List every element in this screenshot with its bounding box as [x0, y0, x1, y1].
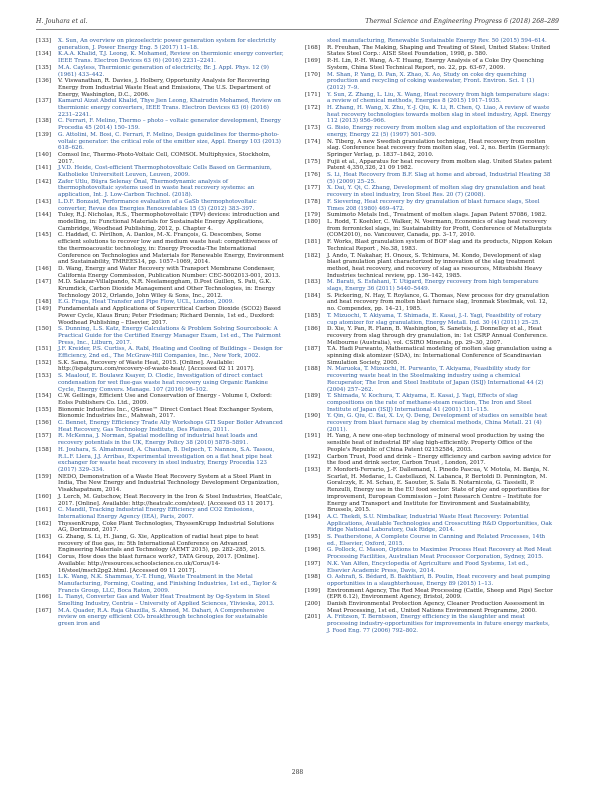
reference-number: [188]	[305, 366, 321, 373]
reference-number: [174]	[305, 138, 321, 145]
reference-link[interactable]: steel manufacturing, Renewable Sustainable Energy Rev. 50 (2015) 594–614.	[327, 38, 547, 44]
reference-text: R. Freuhan, The Making, Shaping and Treating of Steel, United States: United States Steel Corp.: AISE Steel Foundation, 1998, p. 580.	[327, 44, 551, 58]
reference-text: Comsol Inc, Thermo-Photo-Voltaic Cell, COMSOL Multiphysics, Stockholm, 2017.	[58, 151, 271, 165]
reference-entry	[305, 219, 553, 239]
reference-number: [134]	[36, 51, 52, 58]
reference-link[interactable]: C. Ferrari, F. Melino, Thermo – photo – voltaic generator development, Energy Procedia 45 (2014) 150–159.	[58, 118, 281, 132]
reference-entry	[36, 393, 284, 406]
reference-number: [189]	[305, 393, 321, 400]
reference-link[interactable]: A. Fritzson, T. Berntsson, Energy efficiency in the slaughter and meat processing industry-opportunities for improvements in future energy markets, J. Food Eng. 77 (2006) 792–802.	[327, 614, 550, 634]
reference-entry	[36, 98, 284, 118]
reference-number: [149]	[36, 306, 52, 313]
reference-number: [181]	[305, 239, 321, 246]
reference-entry	[36, 51, 284, 64]
reference-number: [171]	[305, 91, 321, 98]
reference-number: [150]	[36, 326, 52, 333]
reference-number: [162]	[36, 520, 52, 527]
references-right-column	[305, 38, 553, 635]
reference-entry	[36, 420, 284, 433]
reference-link[interactable]: J.F. Kreider, P.S. Curtiss, A. Rabl, Heating and Cooling of Buildings – Design for Efficiency, 2nd ed., The McGraw-Hill Companies, Inc., New York, 2002.	[58, 346, 283, 360]
reference-number: [146]	[36, 265, 52, 272]
reference-entry	[36, 212, 284, 232]
reference-entry	[36, 346, 284, 359]
reference-entry	[36, 474, 284, 494]
reference-entry	[36, 494, 284, 507]
reference-text: G. Zhang, S. Li, H. Jiang, G. Xie, Application of radial heat pipe to heat recovery of flue gas, in: 5th International Conference on Advanced Engineering Materials and Technology (AEMT 2015), pp. 282–285, 2015.	[58, 534, 266, 554]
reference-link[interactable]: G. Bisio, Energy recovery from molten slag and exploitation of the recovered energy, Energy 22 (5) (1997) 501–509.	[327, 125, 546, 138]
reference-entry	[36, 179, 284, 199]
reference-entry	[305, 366, 553, 393]
reference-text: N. Tiberg, A new Swedish granulation technique, Heat recovery from molten slag. Conference heat recovery from molten slag, vol. 2, no. Berlin (Germany): Springer Verlag, p. 1837–1842, 2010.	[327, 138, 550, 158]
reference-number: [179]	[305, 212, 321, 219]
reference-number: [147]	[36, 279, 52, 286]
reference-number: [164]	[36, 554, 52, 561]
reference-number: [187]	[305, 346, 321, 353]
reference-text: Sumimoto Metals Ind., Treatment of molten slags. Japan Patent 57086, 1982.	[327, 212, 547, 219]
reference-link[interactable]: L.D.F. Bonzaid, Performance evaluation of a GaSb thermophotovoltaic converter, Revue des Energies Renouvelables 15 (3) (2012) 383–397.	[58, 198, 257, 212]
reference-number: [193]	[305, 467, 321, 473]
reference-number: [173]	[305, 125, 321, 132]
reference-text: C. Haddad, C. Périlhon, A. Danlos, M.-X. François, G. Descombes, Some efficient solutions to recover low and medium waste heat: competitiveness of the thermoacoustic technology, in: Energy Procedia-The International Conference on Technologies and Materials for Renewable Energy, Environment and Sustainability, TMREES14, pp. 1057–1069, 2014.	[58, 232, 285, 266]
reference-link[interactable]: S. Featherstone, A Complete Course in Canning and Related Processes, 14th ed., Elsevier, Oxford, 2015.	[327, 534, 546, 547]
reference-number: [144]	[36, 212, 52, 219]
reference-entry	[36, 78, 284, 98]
reference-entry	[36, 65, 284, 78]
reference-entry	[36, 373, 284, 393]
reference-entry	[36, 266, 284, 279]
reference-entry	[305, 326, 553, 346]
reference-text: Fujii et al., Apparatus for heat recovery from molten slag. United States patent Patent 4,350,326, 21 09 1982.	[327, 158, 552, 172]
reference-entry	[305, 139, 553, 159]
reference-entry	[36, 38, 284, 51]
reference-number: [137]	[36, 98, 52, 105]
reference-number: [194]	[305, 513, 321, 520]
reference-entry	[36, 306, 284, 326]
reference-number: [185]	[305, 312, 321, 319]
reference-text: Bionomic Industries Inc., QSense™ Direct Contact Heat Exchanger System, Bionomic Industries Inc., Mahwah, 2017.	[58, 406, 274, 420]
reference-text: Corus, How does the blast furnace work?, TATA Group, 2017. [Online]. Available: http://resources.schoolscience.co.uk/Corus/14-16/steel/msch2pg2.html. [Accessed 09 11 2017].	[58, 554, 260, 574]
reference-entry	[36, 554, 284, 574]
reference-entry	[305, 547, 553, 560]
reference-link[interactable]: M.A. Cayless, Thermionic generation of electricity, Br. J. Appl. Phys. 12 (9) (1961) 433–442.	[58, 64, 269, 78]
reference-entry	[305, 454, 553, 467]
reference-link[interactable]: J.V.D. Heide, Cost-efficient Thermophotovoltaic Cells Based on Germanium, Katholieke Universiteit Leuven, Leuven, 2009.	[58, 165, 272, 179]
reference-text: Fundamentals and Applications of Supercritical Carbon Dioxide (SCO2) Based Power Cycle, Klaus Brun; Peter Friedman; Richard Dennis, 1st ed., Duxford: Woodhead Publishing – Elsevier, 2017.	[58, 306, 281, 326]
reference-link[interactable]: G. Pollock, C. Mason, Options to Maximise Process Heat Recovery at Red Meat Processing Facilities, Australian Meat Processor Corporation, Sydney, 2015.	[327, 547, 552, 561]
reference-number: [148]	[36, 299, 52, 306]
reference-entry	[36, 608, 284, 628]
reference-text: D. Wang, Energy and Water Recovery with Transport Membrane Condenser, California Energy Commission, Publication Number: CEC-5002013-001, 2013.	[58, 265, 281, 279]
reference-entry	[36, 326, 284, 346]
reference-entry	[36, 407, 284, 420]
header-rule	[36, 29, 559, 30]
reference-entry	[305, 105, 553, 125]
reference-entry	[305, 125, 553, 138]
reference-number: [172]	[305, 105, 321, 112]
reference-number: [170]	[305, 71, 321, 78]
reference-entry	[305, 239, 553, 252]
reference-number: [183]	[305, 279, 321, 286]
reference-text: NEDO, Demonstration of a Waste Heat Recovery System at a Steel Plant in India, The New Energy and Industrial Technology Development Organization, Visakhapatnam, 2014.	[58, 473, 280, 494]
reference-text: Danish Environmental Protection Agency, Cleaner Production Assessment in Meat Processing, 1st ed., United Nations Environment Programme, 2000.	[327, 601, 545, 614]
reference-number: [140]	[36, 151, 52, 158]
reference-link[interactable]: M. Barati, S. Esfahani, T. Utigard, Energy recovery from high temperature slags, Energy 36 (2011) 5440–5449.	[327, 279, 539, 293]
reference-number: [143]	[36, 198, 52, 205]
reference-number: [175]	[305, 158, 321, 165]
reference-number: [197]	[305, 560, 321, 567]
reference-number: [201]	[305, 614, 321, 621]
header-journal: Thermal Science and Engineering Progress 6 (2018) 268–289	[365, 18, 559, 25]
reference-entry	[305, 45, 553, 58]
reference-number: [192]	[305, 453, 321, 460]
reference-link[interactable]: G. Attolini, M. Bosi, C. Ferrari, F. Melino, Design guidelines for thermo-photo-voltaic generator: the critical role of the emitter size, Appl. Energy 103 (2013) 618–626.	[58, 131, 281, 152]
reference-text: M.D. Salazar-Villalpando, N.R. Neelameggham, D.Post Guillen, S. Pati, G.K. Krumdick, Carbon Dioxide Management and Other Technologies, in: Energy Technology 2012, Orlando, John Wiley & Sons, Inc., 2012.	[58, 279, 275, 299]
reference-number: [169]	[305, 58, 321, 65]
reference-link[interactable]: H. Jouhara, S. Almahmoud, A. Chauhan, B. Delpech, T. Nannou, S.A. Tassou, R.L.F. Llera, J.J. Arribas, Experimental investigation on a flat heat pipe heat exchanger for waste heat recovery in steel industry, Energy Procedia 123 (2017) 329–334.	[58, 446, 275, 473]
reference-link[interactable]: F. Sievering, Heat recovery by dry granulation of blast furnace slags, Steel Times 208 (1980) 469–472.	[327, 198, 540, 212]
reference-link[interactable]: L.K. Wang, N.K. Shammas, Y.-T. Hung, Waste Treatment in the Metal Manufacturing, Forming, Coating, and Finishing Industries, 1st ed., Taylor & Francis Group, LLC, Boca Raton, 2009.	[58, 574, 278, 594]
reference-entry	[305, 279, 553, 292]
reference-entry	[305, 467, 553, 514]
reference-number: [135]	[36, 64, 52, 71]
reference-text: S. Pickering, N. Hay, T. Roylance, G. Thomas, New process for dry granulation and heat recovery from molten blast furnace slag, Ironmak Steelmak, vol. 12, no. Compendex, pp. 14–21, 1985.	[327, 292, 549, 313]
reference-link[interactable]: K.A.A. Khalid, T.J. Leong, K. Mohamed, Review on thermionic energy converter, IEEE Trans. Electron Devices 63 (6) (2016) 2231–2241.	[58, 51, 284, 65]
reference-entry	[305, 58, 553, 71]
reference-entry	[305, 212, 553, 219]
reference-number: [152]	[36, 359, 52, 366]
reference-link[interactable]: C. Mandil, Tracking Industrial Energy Efficiency and CO2 Emissions, International Energy Agency (IEA), Paris, 2007.	[58, 507, 255, 520]
reference-number: [141]	[36, 165, 52, 172]
reference-number: [161]	[36, 507, 52, 514]
reference-number: [180]	[305, 218, 321, 225]
reference-number: [151]	[36, 346, 52, 353]
reference-text: F. Works, Blast granulation system of BOF slag and its products, Nippon Kokan Technical Report , No.38, 1983.	[327, 239, 553, 252]
reference-entry	[36, 118, 284, 131]
reference-entry	[305, 393, 553, 413]
reference-entry	[305, 293, 553, 313]
reference-entry	[305, 534, 553, 547]
reference-link[interactable]: S. Dunning, L.S. Katz, Energy Calculations & Problem Solving Sourcebook: A Practical Guide for the Certified Energy Manager Exam, 1st ed., The Fairmont Press, Inc., Lilburn, 2017.	[58, 326, 281, 346]
reference-number: [176]	[305, 172, 321, 179]
reference-number: [199]	[305, 587, 321, 594]
reference-text: Tuley, R.J. Nicholas, R.S., Thermophotovoltaic (TPV) devices: introduction and modelling, in: Functional Materials for Sustainable Energy Applications, Cambridge, Woodhead Publishing, 2012, p. Chapter 4.	[58, 212, 280, 232]
reference-number: [168]	[305, 44, 321, 51]
reference-text: L. Rodd, T. Koehler, C. Walker, N. Voermann, Economics of slag heat recovery from ferronickel slags, in: Sustainability for Profit, Conference of Metallurgists (COM2010), no. Vancouver, Canada, pp. 3–17, 2010.	[327, 218, 552, 239]
reference-entry	[36, 199, 284, 212]
reference-text: T.A. Hadi Purwanto, Mathematical modeling of molten slag granulation using a spinning disk atomizer (SDA), in: International Conference of Scandinavian Simulation Society, 2005.	[327, 346, 552, 366]
reference-link[interactable]: T. Shimada, V. Kochura, T. Akiyama, E. Kasai, J. Yagi, Effects of slag compositions on the rate of methane-steam reaction, The Iron and Steel Institute of Japan (ISIJ) International 41 (2001) 111–115.	[327, 393, 532, 413]
reference-entry	[36, 507, 284, 520]
reference-number: [182]	[305, 252, 321, 259]
reference-entry	[36, 360, 284, 373]
reference-number: [138]	[36, 118, 52, 125]
reference-text: J. Ando, T. Nakahar, H. Onoux, S. Tchimura, M. Kondo, Development of slag blast granulation plant characterized by innovation of the slag treatment method, heat recovery, and recovery of slag as resources, Mitsubishi Heavy Industries technical review, pp. 136–142, 1985.	[327, 252, 543, 279]
reference-link[interactable]: N. Maruoka, T. Mizuochi, H. Purwanto, T. Akiyama, Feasibility study for recovering waste heat in the Steelmaking industry using a chemical Recuperator, The Iron and Steel Institute of Japan (ISIJ) International 44 (2) (2004) 257–262.	[327, 366, 544, 393]
reference-link[interactable]: Kamarul Aizat Abdul Khalid, Thye Jien Leong, Khairudin Mohamed, Review on thermionic energy converters, IEEE Trans. Electron Devices 63 (6) (2016) 2231–2241.	[58, 98, 281, 118]
reference-entry	[36, 594, 284, 607]
reference-link[interactable]: X. Dai, Y. Qi, C. Zhang, Development of molten slag dry granulation and heat recovery in steel industry, Iron Steel Res. 20 (7) (2008).	[327, 185, 546, 199]
reference-number: [196]	[305, 547, 321, 554]
reference-entry	[305, 574, 553, 587]
reference-entry	[305, 172, 553, 185]
reference-entry	[36, 433, 284, 446]
reference-link[interactable]: X. Sun, An overview on piezoelectric power generation system for electricity generation, J. Power Energy Eng. 5 (2017) 11–18.	[58, 38, 276, 51]
reference-entry	[36, 132, 284, 152]
reference-entry	[305, 185, 553, 198]
reference-number: [142]	[36, 178, 52, 185]
reference-entry	[36, 447, 284, 474]
reference-number: [167]	[36, 607, 52, 614]
reference-entry	[305, 92, 553, 105]
reference-number: [133]	[36, 38, 52, 44]
reference-entry	[305, 601, 553, 614]
reference-number: [165]	[36, 574, 52, 581]
reference-link[interactable]: E.G. Fraga, Heat Transfer and Pipe Flow, UCL, London, 2009.	[58, 299, 234, 306]
reference-link[interactable]: N.K. Van Alfen, Encyclopedia of Agriculture and Food Systems, 1st ed., Elsevier Academic Press, Davis, 2014.	[327, 560, 529, 574]
reference-text: D. Xie, Y. Pan, R. Flann, B. Washington, S. Sanetsis, J. Donnelley et al., Heat recovery from slag through dry granulation, in: 1st CSRP Annual Conference. Melbourne (Australia), vol. CSIRO Minerals, pp. 29–30, 2007.	[327, 326, 548, 346]
reference-text: ThyssenKrupp, Coke Plant Technologies, ThyssenKrupp Industrial Solutions AG, Dortmund, 2017.	[58, 520, 275, 534]
reference-entry	[305, 313, 553, 326]
reference-link[interactable]: Y. Sun, Z. Zhang, L. Liu, X. Wang, Heat recovery from high temperature slags: a review of chemical methods, Energies 8 (2015) 1917–1935.	[327, 91, 550, 105]
reference-number: [158]	[36, 446, 52, 453]
reference-number: [154]	[36, 393, 52, 400]
reference-entry	[305, 614, 553, 634]
reference-text: S.K. Sama, Recovery of Waste Heat, 2015. [Online]. Available: http://ispatguru.com/recovery-of-waste-heat/. [Accessed 02 11 2017].	[58, 359, 255, 373]
reference-text: J. Lerch, M. Gutschow, Heat Recovery in the Iron & Steel Industries, HeatCalc, 2017. [Online]. Available: http://heatcalc.com/steel/. [Accessed 03 11 2017].	[58, 493, 283, 507]
reference-link[interactable]: S. Li, Heat Recovery from B.F. Slag at home and abroad, Industrial Heating 38 (5) (2009) 25–25.	[327, 172, 551, 185]
reference-entry	[36, 165, 284, 178]
reference-link[interactable]: O. Ashrafi, S. Bédard, B. Bakhtiari, B. Poulin, Heat recovery and heat pumping opportunities in a slaughterhouse, Energy 89 (2015) 1–13.	[327, 574, 551, 587]
reference-number: [166]	[36, 594, 52, 601]
reference-text: F. Monforti-Ferrario, J.-F. Dallemand, I. Pinedo Pascua, V. Motola, M. Banja, N. Scarlat, H. Medarac, L. Castellazzi, N. Labanca, P. Bertoldi D. Pennington, M. Goralczyk, E. M. Schau, E. Saouter, S. Sala B. Notarnicola, G. Tassielli, P. Renzulli, Energy use in the EU food sector: State of play and opportunities for improvement, European Commission – Joint Research Centre – Institute for Energy and Transport and Institute for Environment and Sustainability, Brussels, 2015.	[327, 467, 550, 514]
reference-entry	[305, 38, 553, 45]
reference-text: H. Yang, A new one-step technology of mineral wool production by using the sensible heat of industrial BF slag high-efficiently. Property Office of the People's Republic of China Patent 02152584, 2003.	[327, 433, 545, 453]
reference-number: [190]	[305, 413, 321, 420]
reference-entry	[305, 159, 553, 172]
reference-link[interactable]: L. Tianyi, Converter Gas and Water Heat Treatment by Og-System in Steel Smelting Industry, Centria – University of Applied Sciences, Ylivieska, 2013.	[58, 594, 275, 608]
reference-number: [177]	[305, 185, 321, 192]
reference-entry	[305, 346, 553, 366]
reference-number: [163]	[36, 534, 52, 541]
reference-link[interactable]: M.A. Quader, R.A. Raja Ghazilla, S. Ahmed, M. Dahari, A Comprehensive review on energy efficient CO₂ breakthrough technologies for sustainable green iron and	[58, 607, 268, 628]
reference-entry	[36, 152, 284, 165]
reference-entry	[36, 534, 284, 554]
reference-text: P.-H. Lin, P.-H. Wang, A.-T. Huang, Energy Analysis of a Coke Dry Quenching System, China Steel Technical Report, no. 22, pp. 63-67, 2009.	[327, 58, 544, 71]
reference-entry	[305, 561, 553, 574]
reference-number: [136]	[36, 78, 52, 85]
reference-number: [186]	[305, 326, 321, 333]
reference-link[interactable]: S. Maalouf, E. Boulawz Ksayer, D. Clodic, Investigation of direct contact condensation for wet flue-gas waste heat recovery using Organic Rankine Cycle, Energy Convers. Manage. 107 (2016) 96–102.	[58, 373, 268, 393]
reference-number: [191]	[305, 433, 321, 440]
reference-entry	[305, 199, 553, 212]
reference-number: [178]	[305, 198, 321, 205]
reference-entry	[305, 253, 553, 280]
reference-entry	[305, 514, 553, 534]
reference-number: [184]	[305, 292, 321, 299]
reference-link[interactable]: H. Zhang, H. Wang, X. Zhu, Y.-J. Qiu, K. Li, R. Chen, Q. Liao, A review of waste heat recovery technologies towards molten slag in steel industry, Appl. Energy 112 (2013) 956–966.	[327, 105, 551, 125]
reference-entry	[305, 588, 553, 601]
reference-text: Environment Agency, The Red Meat Processing (Cattle, Sheep and Pigs) Sector (EPR 6.12), Environment Agency, Bristol, 2009.	[327, 587, 553, 601]
reference-text: V. Viswanathan, R. Davies, J. Holbery, Opportunity Analysis for Recovering Energy from Industrial Waste Heat and Emissions, The U.S. Department of Energy, Washington, D.C., 2006.	[58, 78, 271, 98]
reference-number: [159]	[36, 473, 52, 480]
reference-number: [195]	[305, 534, 321, 541]
reference-number: [198]	[305, 574, 321, 581]
reference-link[interactable]: Y. Qin, G. Qiu, C. Bai, X. Lv, Q. Deng, Development of studies on sensible heat recovery from blast furnace slag by chemical methods, China Metall. 21 (4) (2011).	[327, 413, 548, 433]
reference-link[interactable]: M. Shan, P. Yang, D. Pan, X. Zhao, X. Ao, Study on coke dry quenching production and recycling of coking wastewater, Front. Environ. Sci. 1 (1) (2012) 7–9.	[327, 71, 535, 91]
reference-link[interactable]: T. Mizuochi, T. Akiyama, T. Shimada, E. Kasai, J.-I. Yagi, Feasibility of rotary cup atomizer for slag granulation, Energy Metall. Ind. 30 (4) (2011) 25–25.	[327, 312, 542, 326]
reference-number: [153]	[36, 373, 52, 380]
reference-entry	[36, 279, 284, 299]
reference-number: [160]	[36, 493, 52, 500]
reference-text: Carbon Trust, Food and drink – Energy efficiency and carbon saving advice for the food and drink sector, Carbon Trust , London, 2017.	[327, 453, 551, 467]
reference-entry	[305, 433, 553, 453]
reference-link[interactable]: Zafer Utlu, Büşra Selenay Önal, Thermodynamic analysis of thermophotovoltaic systems used in waste heat recovery systems: an application, Int. J. Low-Carbon Technol. (2018).	[58, 178, 255, 199]
reference-link[interactable]: R. McKenna, J. Norman, Spatial modelling of industrial heat loads and recovery potentials in the UK, Energy Policy 38 (2010) 5878–5891.	[58, 433, 258, 447]
references-left-column	[36, 38, 284, 628]
reference-entry	[36, 521, 284, 534]
page-number: 288	[291, 769, 304, 776]
reference-entry	[305, 413, 553, 433]
reference-link[interactable]: C. Bennet, Energy Efficiency Trade Ally Workshops GTI Super Boiler Advanced Heat Recovery, Gas Technology Institute, Des Plaines, 2011.	[58, 420, 283, 433]
reference-number: [139]	[36, 131, 52, 138]
reference-entry	[36, 574, 284, 594]
reference-entry	[36, 232, 284, 266]
reference-entry	[305, 72, 553, 92]
reference-number: [157]	[36, 433, 52, 440]
reference-number: [156]	[36, 420, 52, 427]
header-authors: H. Jouhara et al.	[36, 18, 88, 25]
reference-text: C.W. Gellings, Efficient Use and Conservation of Energy - Volume I, Oxford: Eolss Publishers Co. Ltd., 2009.	[58, 393, 272, 406]
reference-number: [155]	[36, 406, 52, 413]
reference-number: [200]	[305, 601, 321, 608]
reference-link[interactable]: A.C. Thekdi, S.U. Nimbalkar, Industrial Waste Heat Recovery: Potential Applications, Available Technologies and Crosscutting R&D Opportunities, Oak Ridge National Laboratory, Oak Ridge, 2014.	[327, 513, 553, 534]
reference-number: [145]	[36, 232, 52, 239]
